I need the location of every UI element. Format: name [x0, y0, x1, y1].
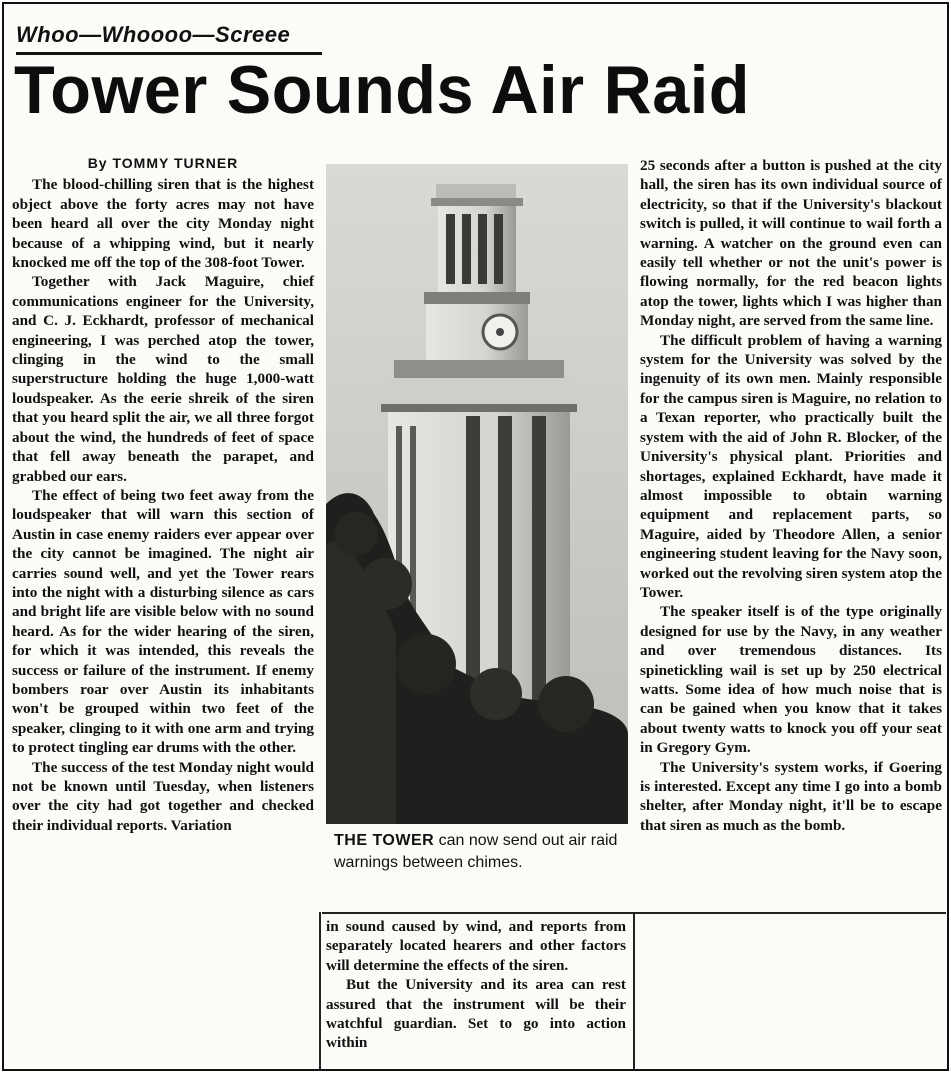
column-divider-left	[319, 912, 321, 1069]
paragraph: 25 seconds after a button is pushed at the city hall, the siren has its own individual source of electricity, so that if the University's blackout switch is pulled, it will continue to wail forth a warning. A watcher on the ground even can easily tell whether or not the unit's power is flowing normally, for the red beacon lights atop the tower, lights which I was higher than Monday night, are served from the same line.	[640, 157, 942, 330]
paragraph: But the University and its area can rest assured that the instrument will be their watchful guardian. Set to go into action within	[326, 976, 626, 1052]
photo-caption	[334, 830, 626, 874]
caption-text: can now send out air raid warnings between chimes.	[334, 832, 618, 871]
article-column-left	[12, 154, 314, 835]
paragraph: The blood-chilling siren that is the highest object above the forty acres may not have been heard all over the city Monday night because of a whipping wind, but it nearly knocked me off the top of the 308-foot Tower.	[12, 176, 314, 272]
byline: By TOMMY TURNER	[87, 155, 239, 171]
caption-lead: THE TOWER	[334, 832, 435, 849]
newspaper-clipping	[2, 2, 949, 1071]
paragraph: The speaker itself is of the type originally designed for use by the Navy, in any weather and over tremendous distances. Its spinetickling wail is set up by 250 electrical watts. Some idea of how much noise that is can be gained when you know that it takes about twenty watts to knock you off your seat in Gregory Gym.	[640, 603, 942, 757]
paragraph: The effect of being two feet away from the loudspeaker that will warn this section of Austin in case enemy raiders ever appear over the city cannot be imagined. The night air carries sound well, and yet the Tower rears into the night with a disturbing silence as cars and bright life are visible below with no sound heard. As for the wider hearing of the siren, for which it was intended, this reveals the success or failure of the instrument. If enemy bombers roar over Austin its inhabitants won't be grouped within two feet of the speaker, clinging to it with one arm and trying to protect tingling ear drums with the other.	[12, 486, 314, 757]
column-divider-right	[633, 912, 635, 1069]
paragraph: The success of the test Monday night would not be known until Tuesday, when listeners over the city had got together and checked their individual reports. Variation	[12, 758, 314, 834]
paragraph: The University's system works, if Goering is interested. Except any time I go into a bomb shelter, after Monday night, it'll be to escape that siren as much as the bomb.	[640, 758, 942, 834]
paragraph: Together with Jack Maguire, chief communications engineer for the University, and C. J. Eckhardt, professor of mechanical engineering, I was perched atop the tower, clinging in the wind to the small superstructure holding the huge 1,000-watt loudspeaker. As the eerie shreik of the siren that you heard split the air, we all three forgot about the wind, the hundreds of feet of space that fell away beneath the parapet, and grabbed our ears.	[12, 273, 314, 485]
article-column-right	[640, 156, 942, 835]
tower-photo-image	[326, 164, 628, 824]
tower-photo	[326, 164, 628, 824]
paragraph: in sound caused by wind, and reports from separately located hearers and other factors will determine the effects of the siren.	[326, 918, 626, 974]
paragraph: The difficult problem of having a warning system for the University was solved by the ingenuity of its own men. Mainly responsible for the campus siren is Maguire, no relation to a Texan reporter, who practically built the system with the aid of John R. Blocker, of the University's physical plant. Priorities and shortages, explained Eckhardt, have made it almost impossible to obtain warning equipment and replacement parts, so Maguire, aided by Theodore Allen, a senior engineering student leaving for the Navy soon, worked out the revolving siren system atop the Tower.	[640, 331, 942, 601]
headline: Tower Sounds Air Raid	[14, 52, 750, 128]
kicker: Whoo—Whoooo—Screee	[16, 22, 291, 47]
article-column-middle	[326, 917, 626, 1053]
